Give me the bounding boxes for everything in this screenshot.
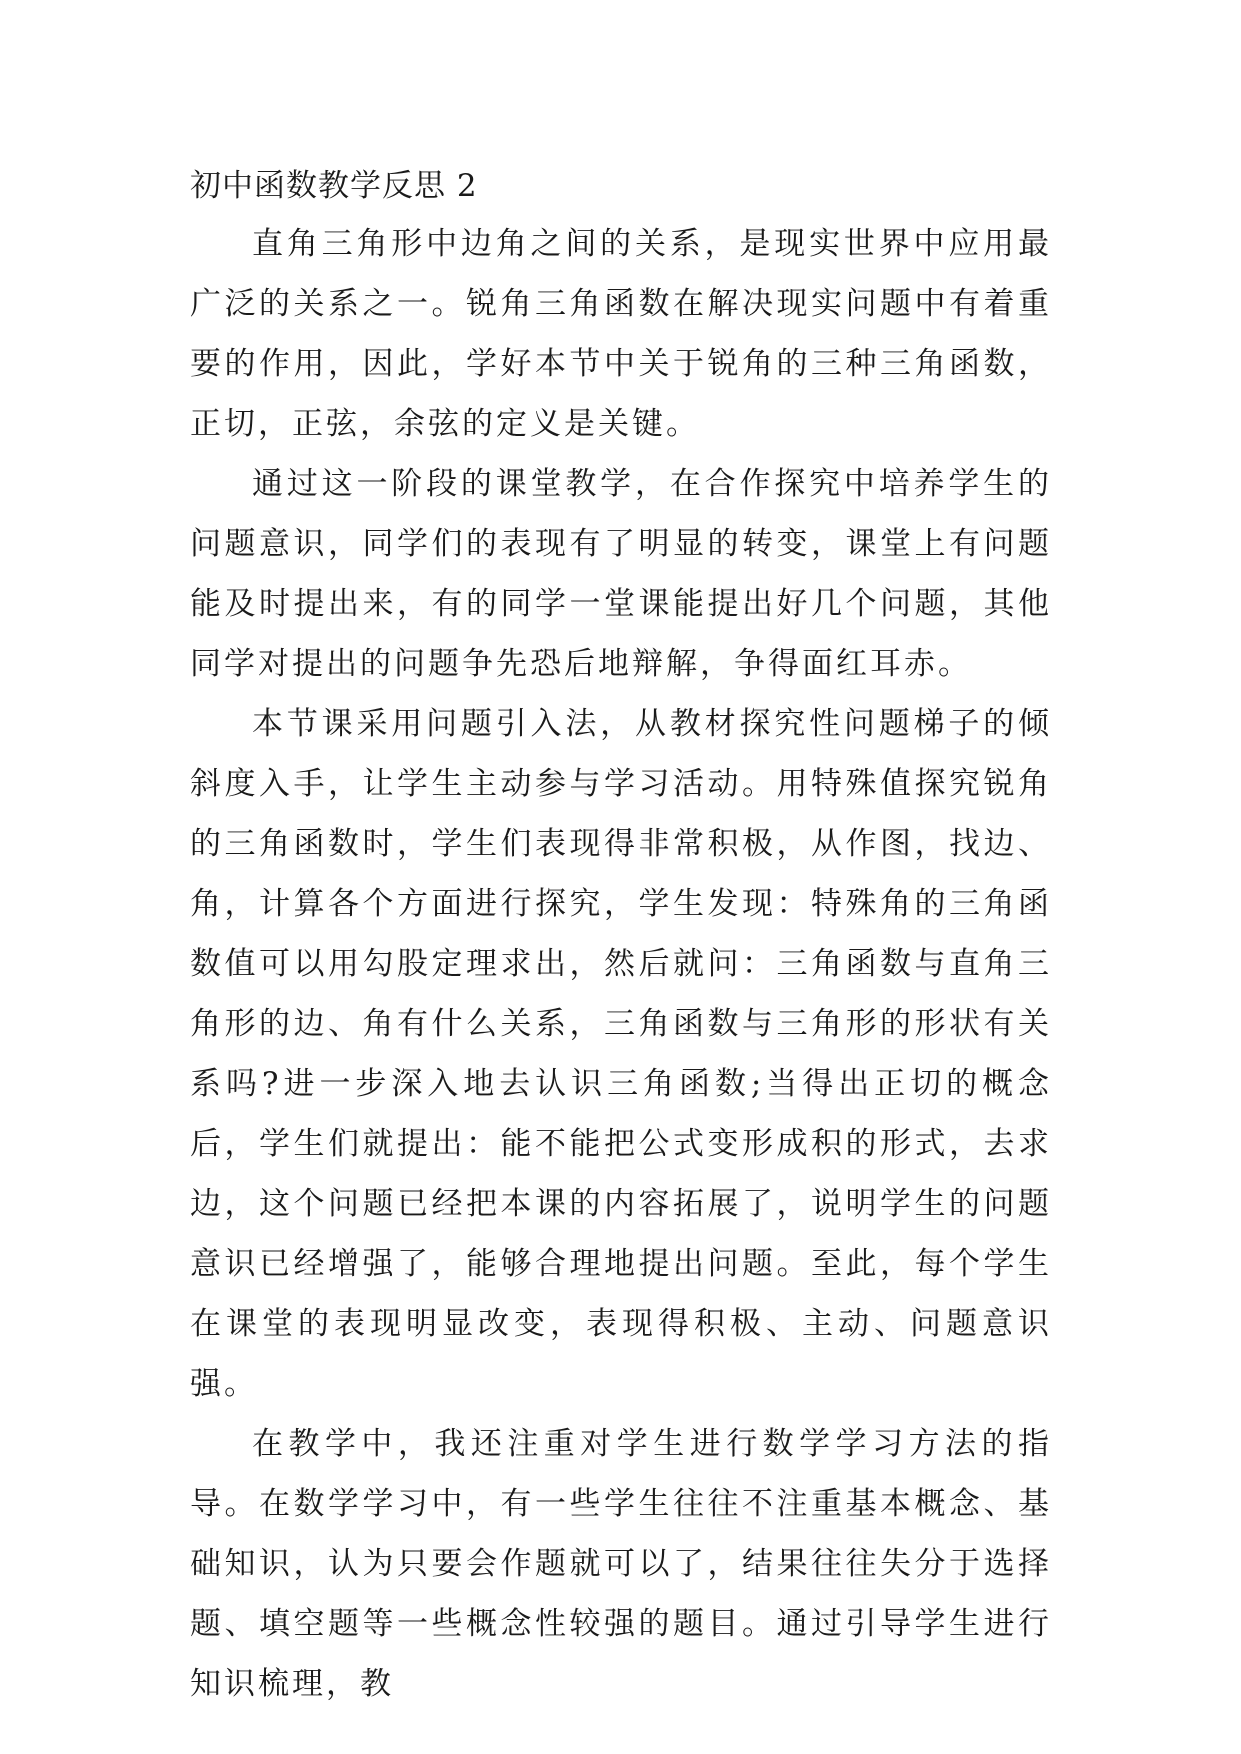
document-body [190,158,1052,1714]
paragraph-4: 在教学中，我还注重对学生进行数学学习方法的指导。在数学学习中，有一些学生往往不注重基本概念、基础知识，认为只要会作题就可以了，结果往往失分于选择题、填空题等一些概念性较强的题目。通过引导学生进行知识梳理，教 [190,1426,1052,1702]
paragraph-2: 通过这一阶段的课堂教学，在合作探究中培养学生的问题意识，同学们的表现有了明显的转变，课堂上有问题能及时提出来，有的同学一堂课能提出好几个问题，其他同学对提出的问题争先恐后地辩解，争得面红耳赤。 [190,466,1052,682]
document-title: 初中函数教学反思 2 [190,168,478,204]
paragraph-1: 直角三角形中边角之间的关系，是现实世界中应用最广泛的关系之一。锐角三角函数在解决现实问题中有着重要的作用，因此，学好本节中关于锐角的三种三角函数，正切，正弦，余弦的定义是关键。 [190,226,1052,442]
paragraph-3: 本节课采用问题引入法，从教材探究性问题梯子的倾斜度入手，让学生主动参与学习活动。用特殊值探究锐角的三角函数时，学生们表现得非常积极，从作图，找边、角，计算各个方面进行探究，学生发现：特殊角的三角函数值可以用勾股定理求出，然后就问：三角函数与直角三角形的边、角有什么关系，三角函数与三角形的形状有关系吗?进一步深入地去认识三角函数;当得出正切的概念后，学生们就提出：能不能把公式变形成积的形式，去求边，这个问题已经把本课的内容拓展了，说明学生的问题意识已经增强了，能够合理地提出问题。至此，每个学生在课堂的表现明显改变，表现得积极、主动、问题意识强。 [190,706,1052,1402]
